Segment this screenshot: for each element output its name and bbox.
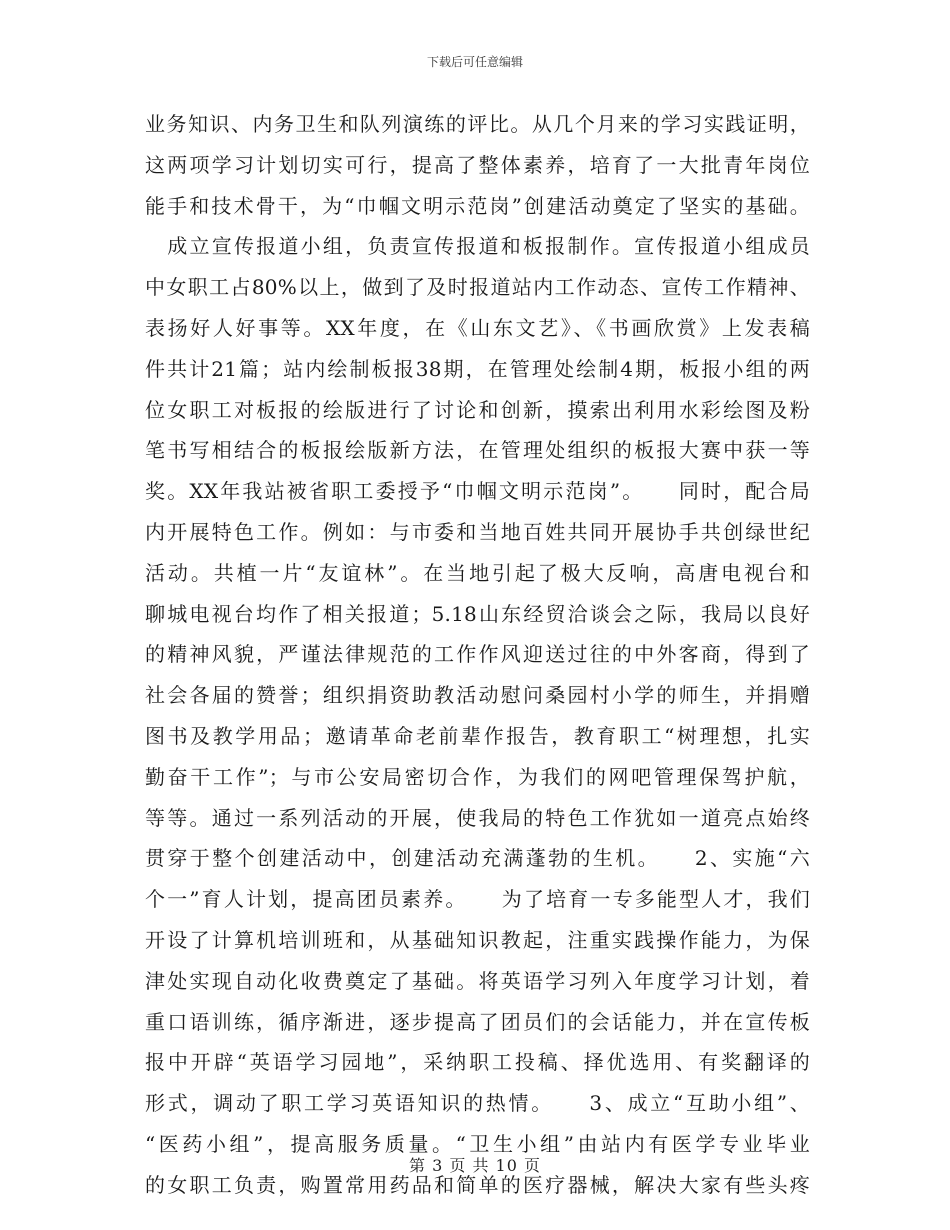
text-line: 开设了计算机培训班和，从基础知识教起，注重实践操作能力，为保 [145,927,810,952]
text-line: 笔书写相结合的板报绘版新方法，在管理处组织的板报大赛中获一等 [145,438,810,463]
text-line: 形式，调动了职工学习英语知识的热情。 3、成立“互助小组”、 [145,1091,810,1116]
document-body [145,104,810,1206]
text-line: 这两项学习计划切实可行，提高了整体素养，培育了一大批青年岗位 [145,152,810,177]
text-line: 活动。共植一片“友谊林”。在当地引起了极大反响，高唐电视台和 [145,560,810,585]
text-line: 能手和技术骨干，为“巾帼文明示范岗”创建活动奠定了坚实的基础。 [145,193,810,218]
text-line: 报中开辟“英语学习园地”，采纳职工投稿、择优选用、有奖翻译的 [145,1050,810,1075]
text-line: 奖。XX年我站被省职工委授予“巾帼文明示范岗”。 同时，配合局 [145,479,810,504]
text-line: 中女职工占80%以上，做到了及时报道站内工作动态、宣传工作精神、 [145,275,810,300]
text-line: 等等。通过一系列活动的开展，使我局的特色工作犹如一道亮点始终 [145,805,810,830]
text-line: 件共计21篇；站内绘制板报38期，在管理处绘制4期，板报小组的两 [145,356,810,381]
text-line: 重口语训练，循序渐进，逐步提高了团员们的会话能力，并在宣传板 [145,1009,810,1034]
page-number: 第 3 页 共 10 页 [409,1156,541,1175]
text-line: 图书及教学用品；邀请革命老前辈作报告，教育职工“树理想，扎实 [145,723,810,748]
text-line: 表扬好人好事等。XX年度，在《山东文艺》、《书画欣赏》上发表稿 [145,315,810,340]
text-line: 勤奋干工作”；与市公安局密切合作，为我们的网吧管理保驾护航， [145,764,810,789]
text-line: 成立宣传报道小组，负责宣传报道和板报制作。宣传报道小组成员 [145,234,810,259]
text-line: 贯穿于整个创建活动中，创建活动充满蓬勃的生机。 2、实施“六 [145,846,810,871]
text-line: 社会各届的赞誉；组织捐资助教活动慰问桑园村小学的师生，并捐赠 [145,683,810,708]
text-line: 的女职工负责，购置常用药品和简单的医疗器械，解决大家有些头疼 [145,1172,810,1197]
text-line: “医药小组”，提高服务质量。“卫生小组”由站内有医学专业毕业 [145,1131,810,1156]
text-line: 津处实现自动化收费奠定了基础。将英语学习列入年度学习计划，着 [145,968,810,993]
text-line: 内开展特色工作。例如：与市委和当地百姓共同开展协手共创绿世纪 [145,519,810,544]
text-line: 业务知识、内务卫生和队列演练的评比。从几个月来的学习实践证明， [145,112,810,136]
page-header: 下载后可任意编辑 [426,55,523,69]
text-line: 位女职工对板报的绘版进行了讨论和创新，摸索出利用水彩绘图及粉 [145,397,810,422]
text-line: 聊城电视台均作了相关报道；5.18山东经贸洽谈会之际，我局以良好 [145,601,810,626]
text-line: 的精神风貌，严谨法律规范的工作作风迎送过往的中外客商，得到了 [145,642,810,667]
text-line: 个一”育人计划，提高团员素养。 为了培育一专多能型人才，我们 [145,887,810,912]
